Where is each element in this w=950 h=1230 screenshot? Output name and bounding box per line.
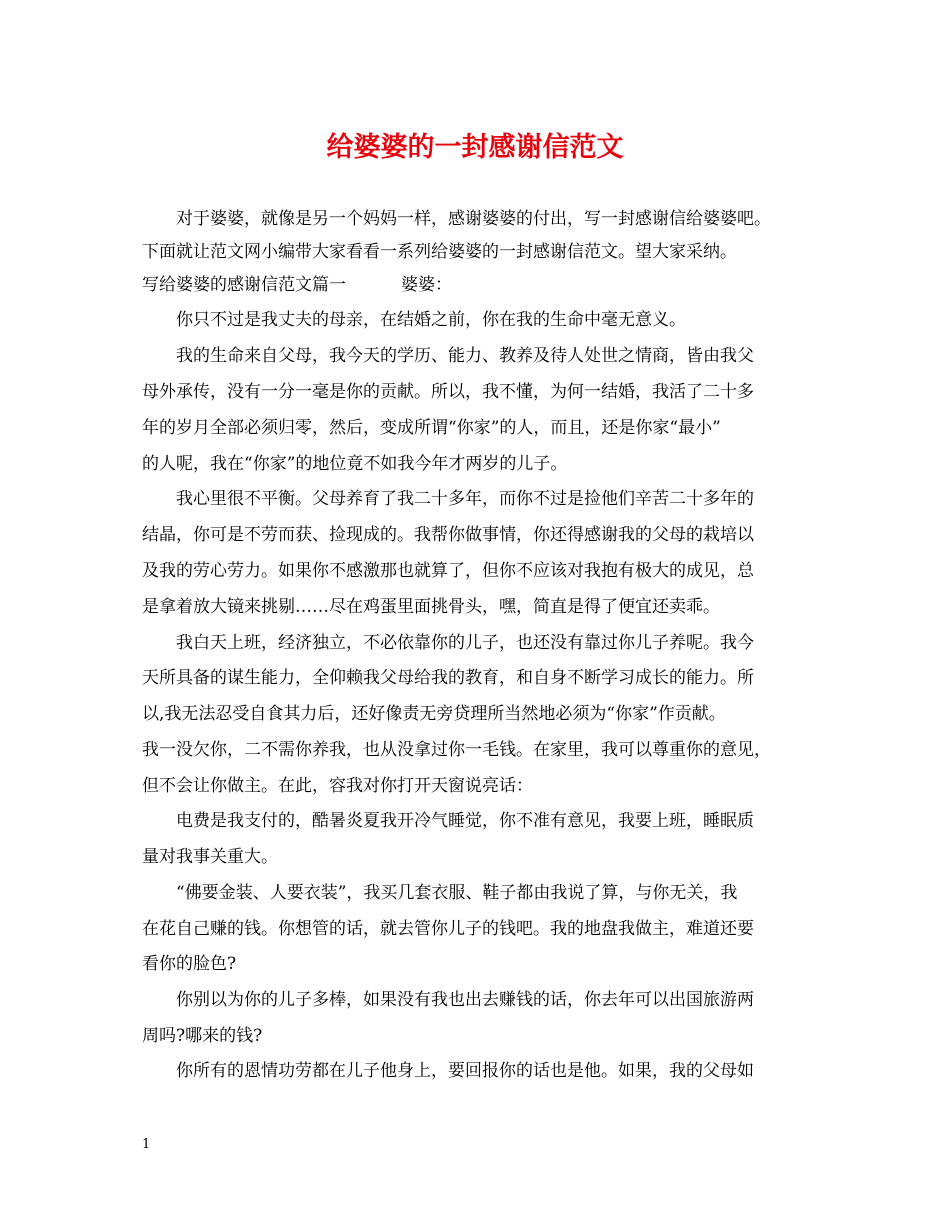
paragraph-line: 的人呢，我在“你家”的地位竟不如我今年才两岁的儿子。 <box>142 454 568 474</box>
paragraph-line: 以,我无法忍受自食其力后，还好像责无旁贷理所当然地必须为“你家”作贡献。 <box>142 704 726 724</box>
paragraph-line: 年的岁月全部必须归零，然后，变成所谓“你家”的人，而且，还是你家“最小” <box>142 418 721 438</box>
document-title: 给婆婆的一封感谢信范文 <box>326 132 624 163</box>
section-heading: 写给婆婆的感谢信范文篇一 <box>142 275 346 295</box>
paragraph-line: 我白天上班，经济独立，不必依靠你的儿子，也还没有靠过你儿子养呢。我今 <box>176 633 754 653</box>
paragraph-line: 是拿着放大镜来挑剔……尽在鸡蛋里面挑骨头，嘿，简直是得了便宜还卖乖。 <box>142 597 720 617</box>
paragraph-line: 对于婆婆，就像是另一个妈妈一样，感谢婆婆的付出，写一封感谢信给婆婆吧。 <box>176 209 771 229</box>
paragraph-line: 周吗?哪来的钱? <box>142 1026 263 1046</box>
paragraph-line: 你只不过是我丈夫的母亲，在结婚之前，你在我的生命中毫无意义。 <box>176 310 686 330</box>
paragraph-line: 下面就让范文网小编带大家看看一系列给婆婆的一封感谢信范文。望大家采纳。 <box>142 242 737 262</box>
paragraph-line: 结晶，你可是不劳而获、捡现成的。我帮你做事情，你还得感谢我的父母的栽培以 <box>142 525 754 545</box>
page-number: 1 <box>142 1137 151 1152</box>
paragraph-line: 及我的劳心劳力。如果你不感激那也就算了，但你不应该对我抱有极大的成见，总 <box>142 561 754 581</box>
paragraph-line: 量对我事关重大。 <box>142 847 278 867</box>
paragraph-line: 我心里很不平衡。父母养育了我二十多年，而你不过是捡他们辛苦二十多年的 <box>176 489 754 509</box>
paragraph-line: 天所具备的谋生能力，全仰赖我父母给我的教育，和自身不断学习成长的能力。所 <box>142 668 754 688</box>
paragraph-line: 你别以为你的儿子多棒，如果没有我也出去赚钱的话，你去年可以出国旅游两 <box>176 990 754 1010</box>
paragraph-line: 看你的脸色? <box>142 954 237 974</box>
paragraph-line: 母外承传，没有一分一毫是你的贡献。所以，我不懂，为何一结婚，我活了二十多 <box>142 382 754 402</box>
paragraph-line: 我的生命来自父母，我今天的学历、能力、教养及待人处世之情商，皆由我父 <box>176 346 754 366</box>
paragraph-line: 我一没欠你，二不需你养我，也从没拿过你一毛钱。在家里，我可以尊重你的意见， <box>142 740 771 760</box>
paragraph-line: “佛要金装、人要衣装”，我买几套衣服、鞋子都由我说了算，与你无关，我 <box>176 883 738 903</box>
salutation: 婆婆： <box>401 275 452 295</box>
paragraph-line: 但不会让你做主。在此，容我对你打开天窗说亮话： <box>142 776 533 796</box>
paragraph-line: 你所有的恩情功劳都在儿子他身上，要回报你的话也是他。如果，我的父母如 <box>176 1061 754 1081</box>
paragraph-line: 电费是我支付的，酷暑炎夏我开冷气睡觉，你不准有意见，我要上班，睡眠质 <box>176 811 754 831</box>
paragraph-line: 在花自己赚的钱。你想管的话，就去管你儿子的钱吧。我的地盘我做主，难道还要 <box>142 919 754 939</box>
